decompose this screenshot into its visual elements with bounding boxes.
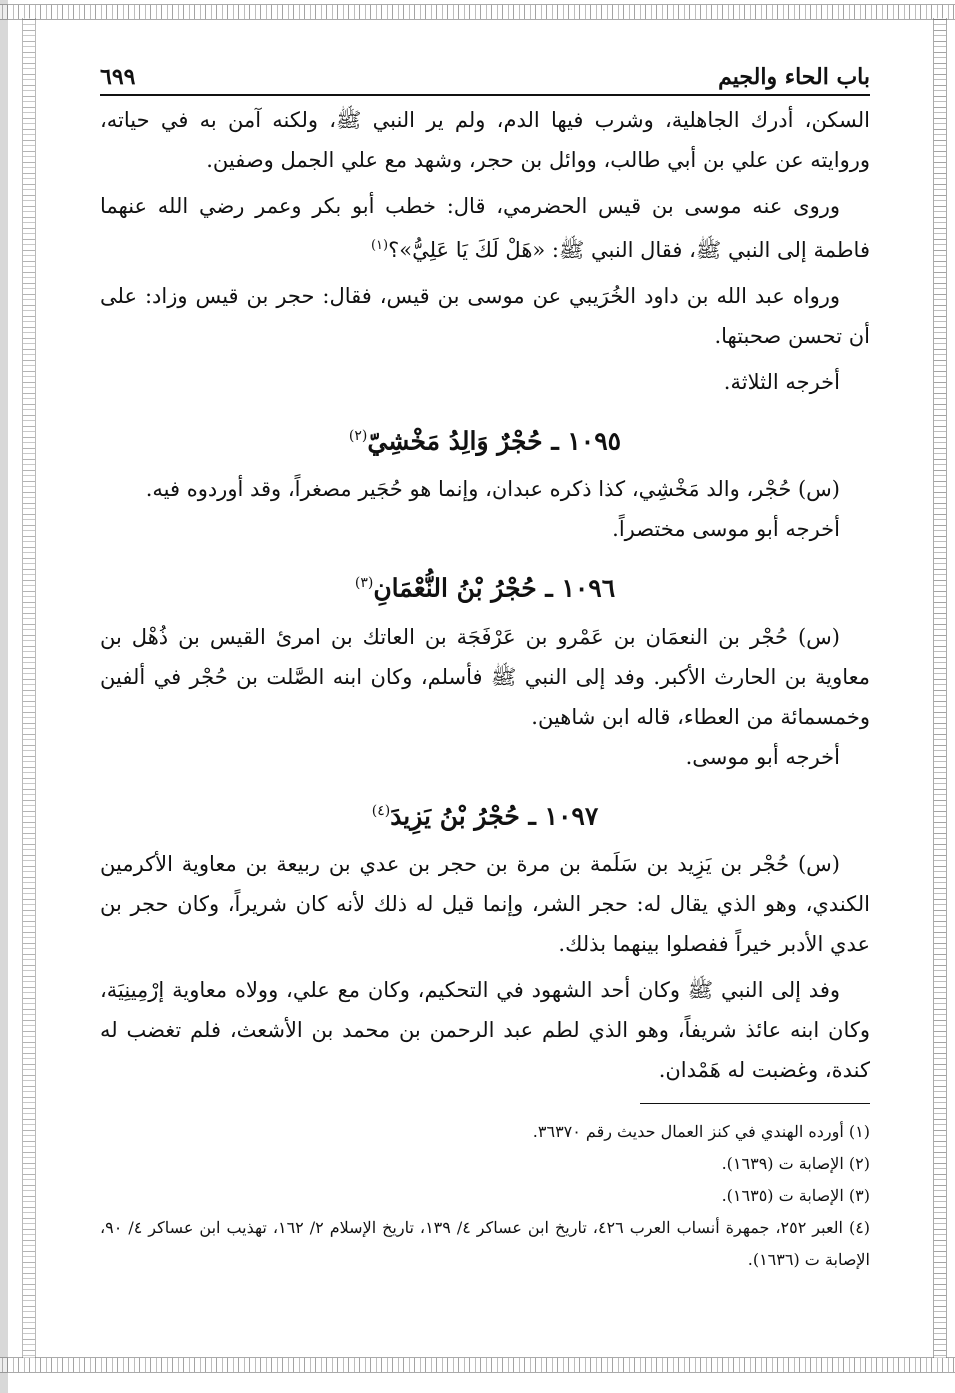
ornamental-border-top xyxy=(0,4,955,20)
paragraph: أخرجه أبو موسى مختصراً. xyxy=(612,517,840,542)
paragraph: (س) حُجْر بن يَزِيد بن سَلَمة بن مرة بن حجر بن عدي بن ربيعة بن معاوية الأكرمين الكندي، وهو الذي يقال له: حجر الشر، وإنما قيل له ذلك لأنه كان شريراً، وكان حجر بن عدي الأدبر خيراً ففصلوا بينهما بذلك. xyxy=(100,851,870,956)
page-number: ٦٩٩ xyxy=(100,64,136,90)
entry-heading: ١٠٩٥ ـ حُجْرٌ وَالِدُ مَخْشِيّ$^{(٢)}$ xyxy=(348,426,622,456)
footnote-ref[interactable]: (٣) xyxy=(354,575,374,592)
running-header xyxy=(100,50,870,96)
entry-heading: ١٠٩٦ ـ حُجْرُ بْنُ النُّعْمَانِ$^{(٣)}$ xyxy=(354,573,616,603)
ornamental-border-left xyxy=(22,18,36,1358)
footnote: (٣) الإصابة ت (١٦٣٥). xyxy=(721,1186,870,1205)
footnote: (٤) العبر ٢٥٢، جمهرة أنساب العرب ٤٢٦، تاريخ ابن عساكر ٤/ ١٣٩، تاريخ الإسلام ٢/ ١٦٢، تهذيب ابن عساكر ٤/ ٩٠، الإصابة ت (١٦٣٦). xyxy=(100,1218,871,1269)
chapter-title: باب الحاء والجيم xyxy=(718,64,870,90)
body-text xyxy=(100,100,870,1090)
paragraph: (س) حُجْر، والد مَخْشِي، كذا ذكره عبدان، وإنما هو حُجَير مصغراً، وقد أوردوه فيه. xyxy=(145,477,840,502)
footnote: (٢) الإصابة ت (١٦٣٩). xyxy=(721,1154,870,1173)
paragraph: وروى عنه موسى بن قيس الحضرمي، قال: خطب أبو بكر وعمر رضي الله عنهما فاطمة إلى النبي ﷺ، فقال النبي ﷺ: «هَلْ لَكَ يَا عَلِيُّ»؟$^{(١)}$ xyxy=(100,194,870,262)
paragraph: وفد إلى النبي ﷺ وكان أحد الشهود في التحكيم، وكان مع علي، وولاه معاوية إرْمِينِيَة، وكان ابنه عائذ شريفاً، وهو الذي لطم عبد الرحمن بن محمد بن الأشعث، فلم تغضب له كندة، وغضبت له هَمْدان. xyxy=(100,977,870,1082)
footnotes xyxy=(100,1103,870,1276)
paragraph: (س) حُجْر بن النعمَان بن عَمْرو بن عَرْفَجَة بن العاتك بن امرئ القيس بن ذُهْل بن معاوية بن الحارث الأكبر. وفد إلى النبي ﷺ فأسلم، وكان ابنه الصَّلت بن حُجْر في ألفين وخمسمائة من العطاء، قاله ابن شاهين. xyxy=(100,624,870,729)
paragraph: ورواه عبد الله بن داود الخُرَيبي عن موسى بن قيس، فقال: حجر بن قيس وزاد: على أن تحسن صحبتها. xyxy=(100,284,870,348)
ornamental-border-right xyxy=(933,18,947,1358)
footnote-ref[interactable]: (٢) xyxy=(348,428,368,444)
footnote: (١) أورده الهندي في كنز العمال حديث رقم ٣٦٣٧٠. xyxy=(532,1122,870,1141)
paragraph: السكن، أدرك الجاهلية، وشرب فيها الدم، ولم ير النبي ﷺ، ولكنه آمن به في حياته، وروايته عن علي بن أبي طالب، ووائل بن حجر، وشهد مع علي الجمل وصفين. xyxy=(100,108,870,172)
footnote-separator xyxy=(640,1103,870,1104)
paragraph: أخرجه أبو موسى. xyxy=(685,744,840,769)
footnote-ref[interactable]: (٤) xyxy=(371,802,391,819)
page-content xyxy=(100,50,870,1090)
ornamental-border-bottom xyxy=(0,1357,955,1373)
footnote-ref[interactable]: (١) xyxy=(370,238,389,253)
paragraph: أخرجه الثلاثة. xyxy=(723,370,840,394)
page-binding-shadow xyxy=(0,0,8,1393)
entry-heading: ١٠٩٧ ـ حُجْرُ بْنُ يَزِيدَ$^{(٤)}$ xyxy=(371,800,599,830)
